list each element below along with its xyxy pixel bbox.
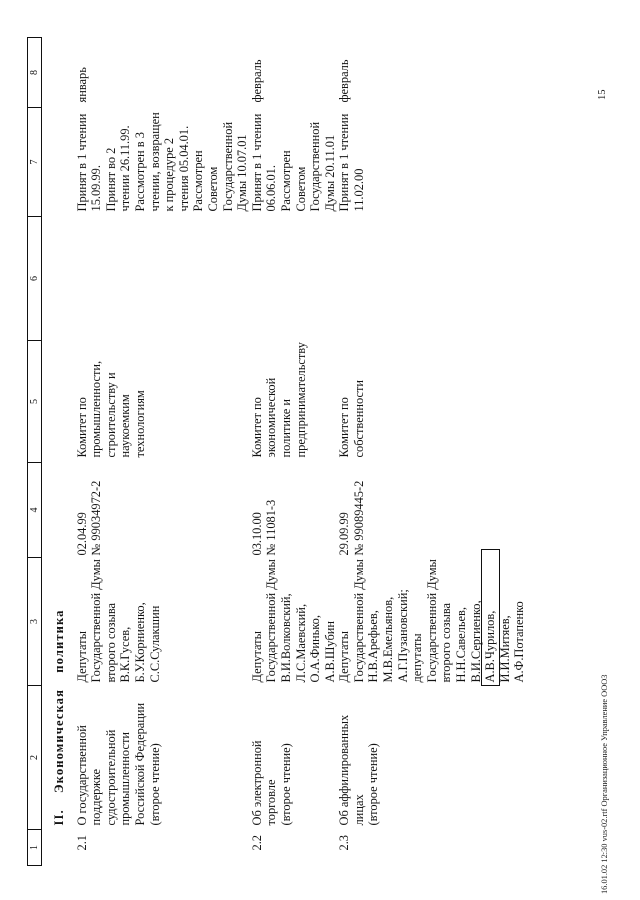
status-line: Думы 20.11.01	[322, 134, 337, 212]
initiators-line: второго созыва	[103, 602, 118, 683]
committee-line: наукоемким	[118, 394, 133, 458]
initiators-line: Б.У.Корниенко,	[132, 602, 147, 683]
cell-notes	[75, 217, 250, 341]
cell-registration	[75, 463, 250, 558]
cell-registration	[250, 463, 338, 558]
column-number-5: 5	[28, 341, 42, 463]
initiators-line: Депутаты	[249, 631, 264, 683]
title-line: Российской Федерации	[132, 702, 147, 826]
committee-line: предпринимательству	[293, 342, 308, 458]
column-number-8: 8	[28, 38, 42, 108]
status-line: чтения 05.04.01.	[176, 125, 191, 212]
status-line: к процедуре 2	[162, 137, 177, 212]
cell-title	[337, 686, 527, 830]
column-number-row	[28, 38, 42, 866]
footer-file-info: 16.01.02 12:30 vus-02.rtf Организационное Управление ООО3	[600, 674, 609, 894]
title-line: поддержке	[89, 768, 104, 826]
cell-notes	[337, 217, 527, 341]
column-number-3: 3	[28, 558, 42, 686]
status-line: 06.06.01.	[264, 165, 279, 212]
cell-status	[250, 108, 338, 217]
status-line: Принят во 2	[103, 147, 118, 212]
number-line: 2.2	[249, 835, 264, 851]
initiators-line: Государственной Думы	[264, 559, 279, 683]
table-row	[337, 38, 527, 866]
status-line: чтении 26.11.99.	[118, 125, 133, 212]
committee-line: промышленности,	[89, 360, 104, 458]
committee-line: Комитет по	[249, 397, 264, 458]
table-header	[28, 38, 42, 866]
initiators-line: Государственной Думы	[351, 559, 366, 683]
status-line: Думы 10.07.01	[235, 134, 250, 212]
cell-initiators	[337, 558, 527, 686]
cell-committee	[337, 341, 527, 463]
title-line: судостроительной	[103, 729, 118, 826]
cell-registration	[337, 463, 527, 558]
status-line: Государственной	[308, 121, 323, 212]
title-line: (второе чтение)	[278, 743, 293, 826]
framed-initiators-line: А.В.Чурилов,	[483, 552, 498, 685]
status-line: Принят в 1 чтении	[337, 113, 352, 212]
cell-term	[337, 38, 527, 108]
registration-line: № 99034972-2	[89, 480, 104, 556]
title-line: торговле	[264, 779, 279, 826]
initiators-line: Депутаты	[74, 631, 89, 683]
term-line: февраль	[249, 59, 264, 103]
column-number-2: 2	[28, 686, 42, 830]
title-line: лицах	[351, 794, 366, 826]
registration-line: № 11081-3	[264, 499, 279, 556]
initiators-line: С.С.Сулакшин	[147, 605, 162, 683]
initiators-line: депутаты	[410, 633, 425, 683]
cell-term	[250, 38, 338, 108]
number-line: 2.3	[337, 835, 352, 851]
status-line: Принят в 1 чтении	[249, 113, 264, 212]
committee-line: технологиям	[132, 390, 147, 458]
committee-line: строительству и	[103, 372, 118, 458]
page-number: 15	[597, 89, 608, 100]
initiators-line: О.А.Финько,	[308, 615, 323, 683]
table-row	[250, 38, 338, 866]
initiators-line: Депутаты	[337, 631, 352, 683]
cell-status	[75, 108, 250, 217]
committee-line: Комитет по	[337, 397, 352, 458]
initiators-line: А.Ф.Потапенко	[512, 601, 527, 683]
initiators-line: Государственной Думы	[89, 559, 104, 683]
cell-title	[250, 686, 338, 830]
status-line: Рассмотрен	[191, 150, 206, 212]
cell-number	[337, 830, 527, 866]
title-line: Об аффилированных	[337, 714, 352, 826]
status-line: Государственной	[220, 121, 235, 212]
status-line: чтении, возвращен	[147, 112, 162, 212]
status-line: Рассмотрен в 3	[132, 132, 147, 212]
number-line: 2.1	[74, 835, 89, 851]
cell-committee	[75, 341, 250, 463]
title-line: О государственной	[74, 725, 89, 826]
initiators-line: второго созыва	[439, 602, 454, 683]
initiators-line: М.В.Емельянов,	[381, 596, 396, 683]
cell-initiators	[250, 558, 338, 686]
cell-committee	[250, 341, 338, 463]
title-line: (второе чтение)	[366, 743, 381, 826]
committee-line: Комитет по	[74, 397, 89, 458]
status-line: Советом	[205, 166, 220, 212]
title-line: Об электронной	[249, 740, 264, 826]
cell-notes	[250, 217, 338, 341]
registration-line: 03.10.00	[249, 512, 264, 556]
column-number-4: 4	[28, 463, 42, 558]
status-line: 11.02.00	[351, 168, 366, 212]
status-line: Принят в 1 чтении	[74, 113, 89, 212]
cell-status	[337, 108, 527, 217]
title-line: (второе чтение)	[147, 743, 162, 826]
term-line: январь	[74, 67, 89, 103]
status-line: Советом	[293, 166, 308, 212]
initiators-line: В.И.Сергиенко,	[468, 600, 483, 683]
term-line: февраль	[337, 59, 352, 103]
initiators-line: А.В.Шубин	[322, 620, 337, 683]
committee-line: экономической	[264, 377, 279, 458]
table-body	[42, 38, 528, 866]
table-row	[75, 38, 250, 866]
cell-title	[75, 686, 250, 830]
initiators-line: Н.В.Арефьев,	[366, 610, 381, 683]
registration-line: 02.04.99	[74, 512, 89, 556]
registration-line: № 99089445-2	[351, 480, 366, 556]
initiators-line: Н.Н.Савельев,	[454, 607, 469, 683]
committee-line: политике и	[278, 399, 293, 458]
column-number-7: 7	[28, 108, 42, 217]
bills-table	[27, 37, 527, 866]
cell-initiators	[75, 558, 250, 686]
empty-cell	[42, 830, 75, 866]
section-heading-row	[42, 38, 75, 866]
column-number-1: 1	[28, 830, 42, 866]
registration-line: 29.09.99	[337, 512, 352, 556]
section-heading-text: II. Экономическая политика	[52, 609, 66, 826]
status-line: 15.09.99.	[89, 165, 104, 212]
cell-number	[250, 830, 338, 866]
initiators-line: Л.С.Маевский,	[293, 603, 308, 683]
initiators-line: В.И.Волковский,	[278, 593, 293, 683]
initiators-line: Государственной Думы	[424, 559, 439, 683]
title-line: промышленности	[118, 732, 133, 826]
column-number-6: 6	[28, 217, 42, 341]
cell-number	[75, 830, 250, 866]
initiators-line: А.Г.Пузановский;	[395, 589, 410, 683]
status-line: Рассмотрен	[278, 150, 293, 212]
initiators-line: В.К.Гусев,	[118, 626, 133, 683]
section-heading	[42, 558, 75, 830]
initiators-line: И.И.Митяев,	[497, 615, 512, 683]
cell-term	[75, 38, 250, 108]
committee-line: собственности	[351, 379, 366, 458]
empty-cell	[42, 38, 75, 558]
